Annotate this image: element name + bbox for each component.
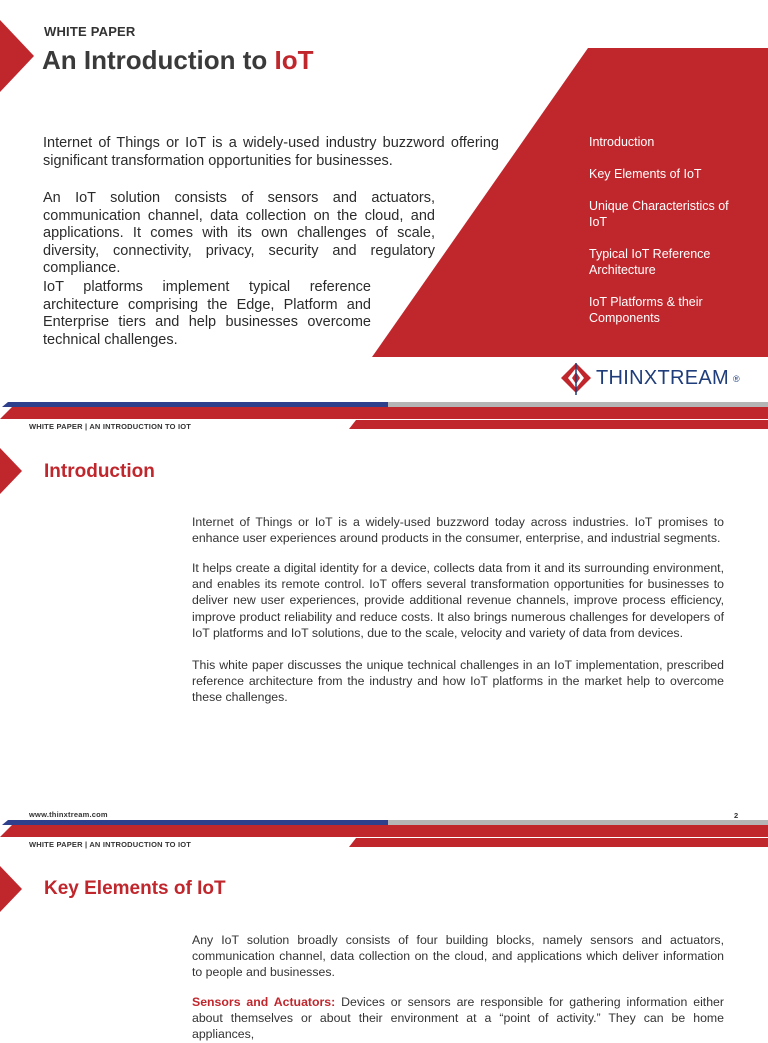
page-1 [0,0,768,420]
page-1-bottom-stripes [0,402,768,420]
page-2-header-label: WHITE PAPER | AN INTRODUCTION TO IOT [29,422,192,431]
section-marker-triangle [0,448,24,494]
logo-text: THINXTREAM [596,367,729,389]
summary-paragraph-1: Internet of Things or IoT is a widely-used industry buzzword offering significant transformation opportunities for businesses. [43,135,499,169]
toc-item-introduction[interactable]: Introduction [589,135,655,149]
page-2-bottom-stripes [0,820,768,838]
key-elements-paragraph-2 [192,994,724,1043]
page-number: 2 [734,811,739,820]
summary-paragraph-3: IoT platforms implement typical reference architecture comprising the Edge, Platform and Enterprise tiers and help businesses overcome technical challenges. [43,279,371,348]
page-3-header-label: WHITE PAPER | AN INTRODUCTION TO IOT [29,840,192,849]
corner-marker-triangle [0,20,36,92]
sensors-actuators-text: Devices or sensors are responsible for gathering information either about themselves or about their environment at a “point of activity.” They can be home appliances, [192,995,724,1042]
title-accent: IoT [274,45,314,75]
footer-url[interactable]: www.thinxtream.com [29,810,108,819]
section-title-introduction: Introduction [44,461,155,482]
section-title-key-elements: Key Elements of IoT [44,878,226,899]
section-marker-triangle [0,866,24,912]
key-elements-paragraph-1: Any IoT solution broadly consists of four building blocks, namely sensors and actuators, communication channel, data collection on the cloud, and applications which deliver information to people and businesses. [192,933,724,980]
intro-paragraph-3: This white paper discusses the unique technical challenges in an IoT implementation, prescribed reference architecture from the industry and how IoT platforms in the market help to overcome these challenges. [192,658,724,705]
document-type-label: WHITE PAPER [44,24,136,39]
document-title [42,45,314,76]
toc-item-reference-architecture[interactable]: Typical IoT Reference Architecture [589,247,711,277]
title-prefix: An Introduction to [42,45,275,75]
toc-item-key-elements[interactable]: Key Elements of IoT [589,167,702,181]
sensors-actuators-heading: Sensors and Actuators: [192,995,336,1009]
logo-mark-icon [560,362,592,396]
intro-paragraph-2: It helps create a digital identity for a device, collects data from it and its surrounding environment, and enables its remote control. IoT offers several transformation opportunities for businesses to deliver new user experiences, provide additional revenue channels, improve process efficiency, improve product reliability and reduce costs. It also brings numerous challenges for developers of IoT platforms and IoT solutions, due to the scale, velocity and variety of data from devices. [192,561,724,640]
page-3 [0,838,768,1042]
toc-item-unique-characteristics[interactable]: Unique Characteristics of IoT [589,199,729,229]
intro-paragraph-1: Internet of Things or IoT is a widely-used buzzword today across industries. IoT promises to enhance user experiences around products in the consumer, enterprise, and industrial segments. [192,515,724,546]
toc-item-iot-platforms[interactable]: IoT Platforms & their Components [589,295,703,325]
thinxtream-logo [560,362,750,396]
logo-registered-mark: ® [733,374,740,384]
page-2 [0,420,768,820]
summary-paragraph-2: An IoT solution consists of sensors and actuators, communication channel, data collection on the cloud, and applications. It comes with its own challenges of scale, diversity, connectivity, privacy, security and regulatory compliance. [43,190,435,276]
